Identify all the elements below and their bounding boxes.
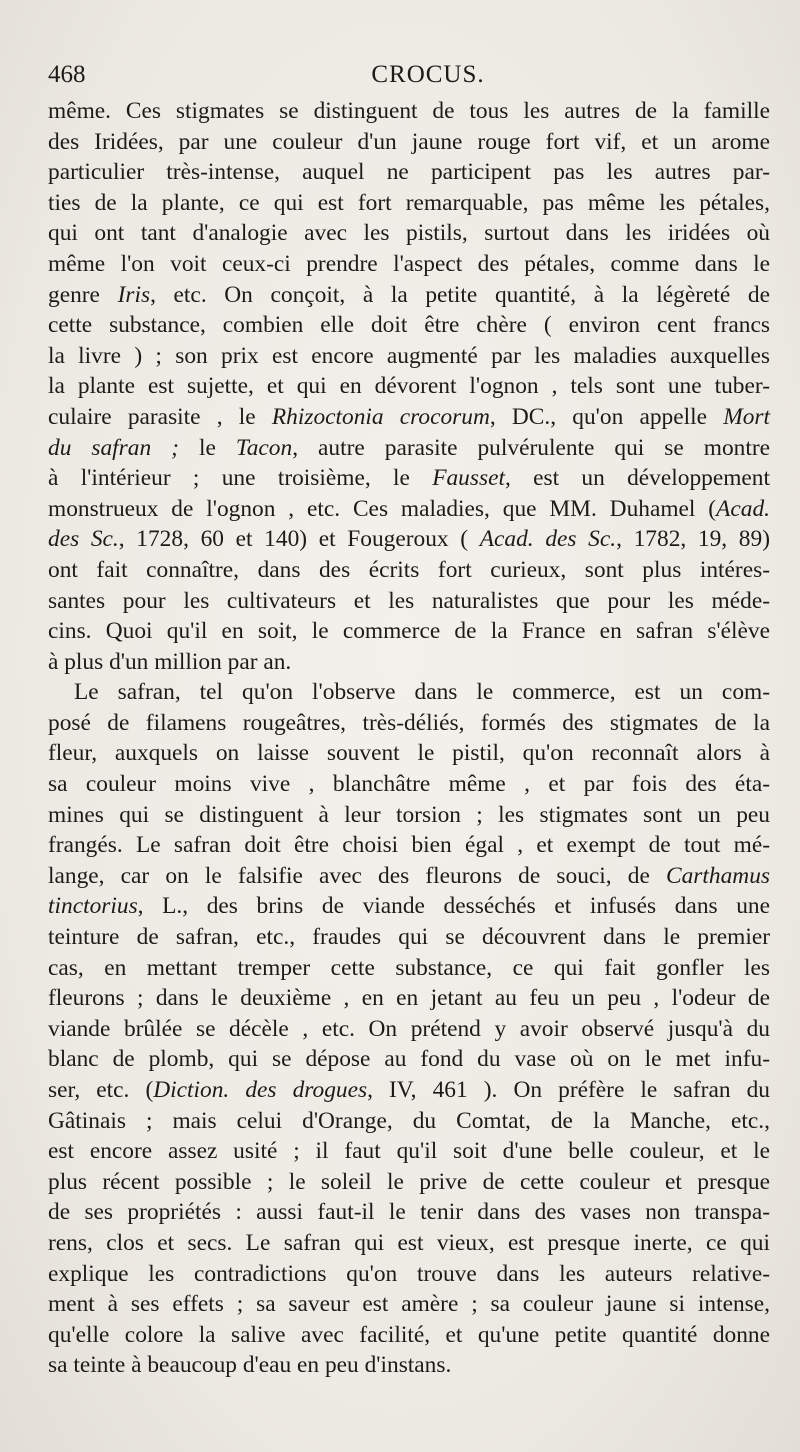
text-run: genre (48, 281, 118, 308)
text-line (48, 1197, 770, 1228)
text-run: le (178, 434, 236, 461)
text-run: cas, en mettant tremper cette substance, ce qui fait gonfler les (48, 954, 770, 981)
text-line (48, 1259, 770, 1290)
text-run: , DC., qu'on appelle (489, 403, 724, 430)
text-line (48, 647, 770, 678)
text-line (48, 708, 770, 739)
text-line (48, 402, 770, 433)
text-run: posé de filamens rougeâtres, très-déliés, formés des stigmates de la (48, 709, 770, 736)
text-run: , 1782, 19, 89) (616, 526, 770, 553)
text-line (48, 218, 770, 249)
text-line (48, 188, 770, 219)
text-line (48, 922, 770, 953)
text-line (48, 524, 770, 555)
text-line (48, 1350, 770, 1381)
italic-run: Mort (723, 403, 770, 430)
text-run: , etc. On conçoit, à la petite quantité, à la légèreté de (150, 281, 770, 308)
text-run: est encore assez usité ; il faut qu'il soit d'une belle couleur, et le (48, 1138, 770, 1165)
text-line (48, 96, 770, 127)
italic-run: Rhizoctonia crocorum (271, 403, 490, 430)
text-line (48, 616, 770, 647)
text-run: lange, car on le falsifie avec des fleurons de souci, de (48, 862, 667, 889)
text-line (48, 1136, 770, 1167)
italic-run: Tacon (235, 434, 293, 461)
text-run: qui ont tant d'analogie avec les pistils, surtout dans les iridées où (48, 220, 770, 247)
text-run: cins. Quoi qu'il en soit, le commerce de la France en safran s'élève (48, 618, 770, 645)
text-line (48, 1289, 770, 1320)
text-line (48, 1106, 770, 1137)
text-run: rens, clos et secs. Le safran qui est vieux, est presque inerte, ce qui (48, 1229, 770, 1256)
text-run: , L., des brins de viande desséchés et infusés dans une (137, 893, 770, 920)
text-run: même l'on voit ceux-ci prendre l'aspect des pétales, comme dans le (48, 250, 770, 277)
text-run: culaire parasite , le (48, 403, 272, 430)
italic-run: Acad. des Sc. (479, 526, 617, 553)
text-line (48, 1167, 770, 1198)
text-line (48, 1044, 770, 1075)
text-line (48, 769, 770, 800)
text-line (48, 677, 770, 708)
text-run: Gâtinais ; mais celui d'Orange, du Comtat, de la Manche, etc., (48, 1107, 770, 1134)
text-run: la livre ) ; son prix est encore augmenté par les maladies auxquelles (48, 342, 770, 369)
text-run: , 1728, 60 et 140) et Fougeroux ( (118, 526, 480, 553)
italic-run: tinctorius (48, 893, 138, 920)
text-line (48, 371, 770, 402)
paragraph (48, 96, 770, 677)
italic-run: Diction. des drogues (153, 1077, 368, 1103)
text-run: , autre parasite pulvérulente qui se montre (292, 434, 771, 461)
text-line (48, 861, 770, 892)
text-run: fleur, auxquels on laisse souvent le pistil, qu'on reconnaît alors à (48, 740, 770, 767)
text-run: à l'intérieur ; une troisième, le (48, 465, 433, 492)
italic-run: du safran ; (48, 434, 179, 461)
text-run: mines qui se distinguent à leur torsion ; les stigmates sont un peu (48, 801, 770, 828)
italic-run: des Sc. (48, 526, 119, 553)
text-run: de ses propriétés : aussi faut-il le tenir dans des vases non transpa- (48, 1199, 770, 1226)
text-run: Le safran, tel qu'on l'observe dans le commerce, est un com- (74, 679, 770, 706)
text-run: fleurons ; dans le deuxième , en en jetant au feu un peu , l'odeur de (48, 985, 770, 1012)
text-run: sa teinte à beaucoup d'eau en peu d'instans. (48, 1352, 452, 1379)
text-line (48, 127, 770, 158)
text-line (48, 157, 770, 188)
text-line (48, 249, 770, 280)
text-run: explique les contradictions qu'on trouve dans les auteurs relative- (48, 1260, 770, 1287)
text-run: , est un développement (504, 465, 770, 492)
text-run: plus récent possible ; le soleil le prive de cette couleur et presque (48, 1168, 770, 1195)
text-line (48, 586, 770, 617)
text-line (48, 463, 770, 494)
text-line (48, 310, 770, 341)
italic-run: Fausset (432, 465, 505, 492)
text-run: ties de la plante, ce qui est fort remarquable, pas même les pétales, (48, 189, 770, 216)
text-run: teinture de safran, etc., fraudes qui se découvrent dans le premier (48, 924, 770, 951)
text-line (48, 800, 770, 831)
italic-run: Carthamus (666, 862, 770, 889)
text-run: cette substance, combien elle doit être chère ( environ cent francs (48, 312, 770, 339)
page-number: 468 (48, 61, 86, 88)
text-line (48, 953, 770, 984)
text-line (48, 555, 770, 586)
running-title: CROCUS. (371, 61, 485, 88)
text-run: qu'elle colore la salive avec facilité, et qu'une petite quantité donne (48, 1321, 770, 1348)
text-line (48, 1014, 770, 1045)
body-text (48, 96, 770, 1381)
text-run: à plus d'un million par an. (48, 648, 292, 675)
text-line (48, 891, 770, 922)
text-run: particulier très-intense, auquel ne participent pas les autres par- (48, 159, 770, 186)
text-run: la plante est sujette, et qui en dévorent l'ognon , tels sont une tuber- (48, 373, 770, 400)
text-run: monstrueux de l'ognon , etc. Ces maladies, que MM. Duhamel ( (48, 495, 717, 522)
text-run: , IV, 461 ). On préfère le safran du (367, 1077, 770, 1103)
text-line (48, 738, 770, 769)
text-run: viande brûlée se décèle , etc. On prétend y avoir observé jusqu'à du (48, 1015, 770, 1042)
italic-run: Acad. (716, 495, 770, 522)
paragraph (48, 677, 770, 1381)
text-line (48, 433, 770, 464)
text-line (48, 341, 770, 372)
text-line (48, 830, 770, 861)
text-run: sa couleur moins vive , blanchâtre même , et par fois des éta- (48, 771, 770, 798)
text-line (48, 1320, 770, 1351)
text-line (48, 1075, 770, 1106)
text-run: ser, etc. ( (48, 1077, 154, 1103)
text-run: blanc de plomb, qui se dépose au fond du vase où on le met infu- (48, 1046, 770, 1073)
italic-run: Iris (117, 281, 151, 308)
page-header (48, 58, 768, 92)
text-line (48, 1228, 770, 1259)
text-run: santes pour les cultivateurs et les naturalistes que pour les méde- (48, 587, 770, 614)
text-run: des Iridées, par une couleur d'un jaune rouge fort vif, et un arome (48, 128, 770, 155)
text-line (48, 494, 770, 525)
text-line (48, 983, 770, 1014)
text-run: même. Ces stigmates se distinguent de tous les autres de la famille (48, 98, 770, 124)
text-run: ont fait connaître, dans des écrits fort curieux, sont plus intéres- (48, 556, 770, 583)
text-run: frangés. Le safran doit être choisi bien égal , et exempt de tout mé- (48, 832, 770, 859)
text-line (48, 280, 770, 311)
text-run: ment à ses effets ; sa saveur est amère ; sa couleur jaune si intense, (48, 1291, 770, 1318)
